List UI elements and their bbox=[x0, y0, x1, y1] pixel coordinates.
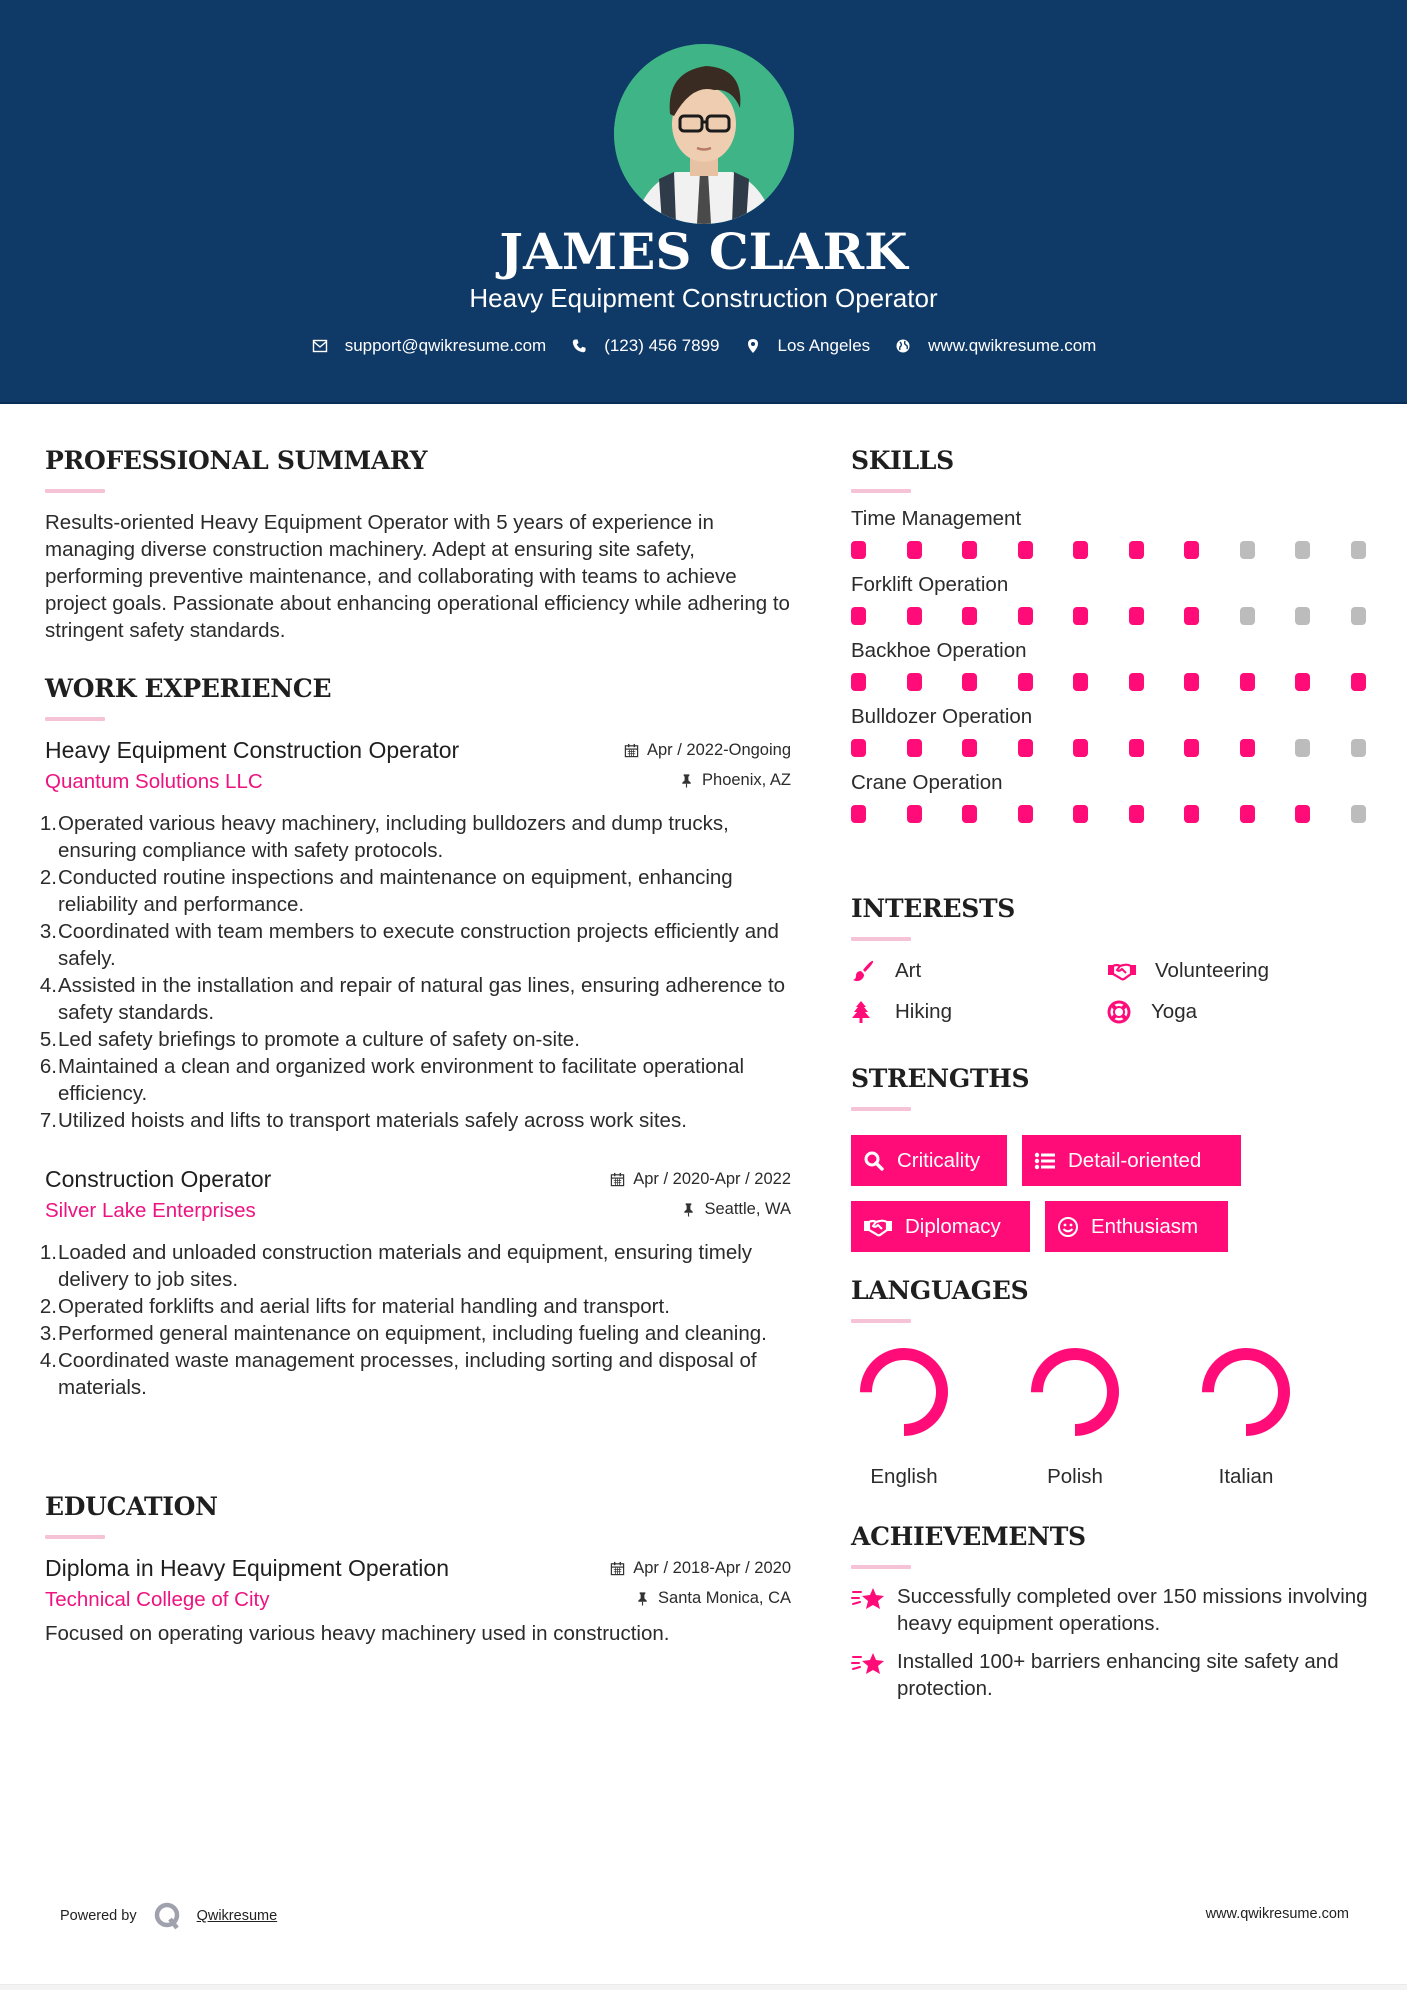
rating-dot-filled bbox=[1184, 739, 1199, 757]
rating-dot-filled bbox=[1240, 805, 1255, 823]
rating-dot-filled bbox=[962, 607, 977, 625]
rating-dot-filled bbox=[1184, 805, 1199, 823]
section-divider bbox=[45, 1535, 105, 1539]
rating-dot-empty bbox=[1240, 541, 1255, 559]
list-item: 7. Utilized hoists and lifts to transport materials safely across work sites. bbox=[39, 1109, 687, 1132]
section-title: ACHIEVEMENTS bbox=[851, 1522, 1086, 1551]
interest-item: Art bbox=[851, 959, 1107, 983]
language-progress-ring bbox=[859, 1347, 949, 1437]
language-name: English bbox=[870, 1465, 938, 1488]
rating-dot-filled bbox=[1184, 673, 1199, 691]
profile-photo bbox=[614, 44, 794, 224]
list-item: 2. Conducted routine inspections and maintenance on equipment, enhancing reliability and performance. bbox=[39, 866, 733, 916]
section-title: LANGUAGES bbox=[851, 1276, 1029, 1305]
section-title: INTERESTS bbox=[851, 894, 1016, 923]
rating-dot-filled bbox=[1018, 673, 1033, 691]
interest-item: Volunteering bbox=[1107, 959, 1357, 983]
job-bullets bbox=[39, 810, 791, 1134]
rating-dot-empty bbox=[1295, 739, 1310, 757]
education-date: Apr / 2018-Apr / 2020 bbox=[610, 1559, 791, 1578]
education-location: Santa Monica, CA bbox=[635, 1589, 791, 1608]
rating-dot-filled bbox=[1184, 541, 1199, 559]
job-entry bbox=[39, 737, 791, 1134]
list-item: 4. Assisted in the installation and repair of natural gas lines, ensuring adherence to safety standards. bbox=[39, 974, 786, 1024]
search-icon bbox=[863, 1150, 885, 1172]
job-location: Seattle, WA bbox=[681, 1200, 791, 1219]
rating-dot-filled bbox=[907, 541, 922, 559]
summary-section bbox=[45, 446, 791, 644]
section-title: SKILLS bbox=[851, 446, 954, 475]
skill-item bbox=[851, 573, 1371, 625]
pushpin-icon bbox=[681, 1202, 696, 1217]
rating-dot-filled bbox=[962, 805, 977, 823]
rating-dot-filled bbox=[1295, 805, 1310, 823]
rating-dot-filled bbox=[851, 673, 866, 691]
language-item bbox=[1022, 1347, 1193, 1489]
job-company: Quantum Solutions LLC bbox=[45, 770, 263, 793]
achievement-item: Successfully completed over 150 missions involving heavy equipment operations. bbox=[851, 1583, 1371, 1637]
skill-rating bbox=[851, 541, 1371, 559]
rating-dot-filled bbox=[1129, 541, 1144, 559]
skill-name: Backhoe Operation bbox=[851, 639, 1027, 662]
list-item: 1. Loaded and unloaded construction materials and equipment, ensuring timely delivery to job sites. bbox=[39, 1241, 753, 1291]
rating-dot-filled bbox=[851, 739, 866, 757]
skills-list bbox=[851, 507, 1371, 823]
language-item bbox=[1193, 1347, 1364, 1489]
section-divider bbox=[851, 937, 911, 941]
list-item: 2. Operated forklifts and aerial lifts for material handling and transport. bbox=[39, 1295, 670, 1318]
summary-text: Results-oriented Heavy Equipment Operator with 5 years of experience in managing diverse construction machinery. Adept at ensuring site safety, performing preventive maintenance, and collaborating with teams to achieve project goals. Passionate about enhancing operational efficiency while adhering to stringent safety standards. bbox=[45, 511, 790, 642]
skill-name: Crane Operation bbox=[851, 771, 1003, 794]
rating-dot-filled bbox=[907, 673, 922, 691]
rating-dot-filled bbox=[1073, 607, 1088, 625]
degree: Diploma in Heavy Equipment Operation bbox=[45, 1555, 449, 1581]
candidate-title: Heavy Equipment Construction Operator bbox=[469, 283, 938, 313]
phone-icon bbox=[570, 337, 588, 355]
rating-dot-filled bbox=[1295, 673, 1310, 691]
job-location: Phoenix, AZ bbox=[679, 771, 791, 790]
language-progress-ring bbox=[1030, 1347, 1120, 1437]
list-item: 4. Coordinated waste management processes, including sorting and disposal of materials. bbox=[39, 1349, 757, 1399]
education-section bbox=[45, 1492, 791, 1647]
handshake-icon bbox=[863, 1216, 893, 1238]
location-text: Los Angeles bbox=[777, 336, 871, 355]
list-icon bbox=[1034, 1150, 1056, 1172]
rating-dot-filled bbox=[1240, 739, 1255, 757]
smile-icon bbox=[1057, 1216, 1079, 1238]
strength-chip: Enthusiasm bbox=[1045, 1201, 1228, 1252]
shooting-star-icon bbox=[851, 1650, 887, 1678]
contact-phone[interactable] bbox=[570, 336, 719, 356]
rating-dot-filled bbox=[1018, 739, 1033, 757]
rating-dot-empty bbox=[1295, 607, 1310, 625]
job-company: Silver Lake Enterprises bbox=[45, 1199, 256, 1222]
interest-item: Hiking bbox=[851, 1000, 1107, 1024]
rating-dot-filled bbox=[907, 739, 922, 757]
rating-dot-filled bbox=[962, 673, 977, 691]
skills-section bbox=[851, 446, 1371, 823]
page-bottom-edge bbox=[0, 1984, 1407, 1990]
skill-item bbox=[851, 639, 1371, 691]
rating-dot-filled bbox=[1073, 739, 1088, 757]
pushpin-icon bbox=[679, 773, 694, 788]
section-divider bbox=[851, 489, 911, 493]
language-progress-ring bbox=[1201, 1347, 1291, 1437]
avatar bbox=[614, 44, 794, 224]
strength-chip: Criticality bbox=[851, 1135, 1007, 1186]
contact-website[interactable] bbox=[894, 336, 1096, 356]
skill-rating bbox=[851, 673, 1371, 691]
pushpin-icon bbox=[635, 1591, 650, 1606]
interests-list bbox=[851, 959, 1371, 1024]
skill-rating bbox=[851, 739, 1371, 757]
interest-item: Yoga bbox=[1107, 1000, 1357, 1024]
section-divider bbox=[851, 1565, 911, 1569]
rating-dot-empty bbox=[1351, 739, 1366, 757]
rating-dot-filled bbox=[851, 541, 866, 559]
rating-dot-empty bbox=[1295, 541, 1310, 559]
job-bullets bbox=[39, 1239, 791, 1401]
qwikresume-logo-icon bbox=[153, 1901, 183, 1931]
rating-dot-filled bbox=[1129, 673, 1144, 691]
skill-item bbox=[851, 705, 1371, 757]
list-item: 1. Operated various heavy machinery, including bulldozers and dump trucks, ensuring compliance with safety protocols. bbox=[39, 812, 729, 862]
list-item: 3. Performed general maintenance on equipment, including fueling and cleaning. bbox=[39, 1322, 767, 1345]
contact-bar bbox=[0, 336, 1407, 356]
candidate-name: JAMES CLARK bbox=[499, 222, 908, 281]
section-divider bbox=[45, 489, 105, 493]
strengths-list bbox=[851, 1135, 1371, 1252]
contact-location bbox=[744, 336, 871, 356]
strengths-section bbox=[851, 1064, 1371, 1252]
powered-by-label: Powered by bbox=[60, 1908, 137, 1924]
list-item: 3. Coordinated with team members to execute construction projects efficiently and safely. bbox=[39, 920, 779, 970]
strength-chip: Diplomacy bbox=[851, 1201, 1030, 1252]
footer-powered-by bbox=[60, 1901, 277, 1931]
contact-email[interactable] bbox=[311, 336, 547, 356]
strength-chip: Detail-oriented bbox=[1022, 1135, 1241, 1186]
rating-dot-filled bbox=[1129, 739, 1144, 757]
email-text: support@qwikresume.com bbox=[344, 336, 547, 355]
section-divider bbox=[45, 717, 105, 721]
rating-dot-filled bbox=[1018, 805, 1033, 823]
paintbrush-icon bbox=[851, 959, 877, 983]
rating-dot-filled bbox=[1073, 673, 1088, 691]
skill-item bbox=[851, 507, 1371, 559]
job-date: Apr / 2022-Ongoing bbox=[624, 741, 791, 760]
job-entry bbox=[39, 1166, 791, 1401]
rating-dot-filled bbox=[851, 607, 866, 625]
experience-section bbox=[39, 674, 791, 1399]
rating-dot-filled bbox=[1018, 607, 1033, 625]
school-name: Technical College of City bbox=[45, 1588, 270, 1611]
rating-dot-filled bbox=[851, 805, 866, 823]
skill-name: Time Management bbox=[851, 507, 1022, 530]
calendar-icon bbox=[610, 1561, 625, 1576]
footer-site[interactable]: www.qwikresume.com bbox=[1205, 1906, 1349, 1922]
envelope-icon bbox=[311, 337, 329, 355]
rating-dot-filled bbox=[1073, 541, 1088, 559]
language-name: Italian bbox=[1218, 1465, 1274, 1488]
skill-name: Forklift Operation bbox=[851, 573, 1009, 596]
list-item: 5. Led safety briefings to promote a culture of safety on-site. bbox=[39, 1028, 580, 1051]
skill-rating bbox=[851, 607, 1371, 625]
section-divider bbox=[851, 1107, 911, 1111]
section-title: PROFESSIONAL SUMMARY bbox=[45, 446, 428, 475]
website-text: www.qwikresume.com bbox=[928, 336, 1097, 355]
interests-section bbox=[851, 894, 1371, 1024]
tree-icon bbox=[851, 1000, 877, 1024]
rating-dot-filled bbox=[1073, 805, 1088, 823]
skill-name: Bulldozer Operation bbox=[851, 705, 1033, 728]
section-title: EDUCATION bbox=[45, 1492, 218, 1521]
section-title: STRENGTHS bbox=[851, 1064, 1030, 1093]
list-item: 6. Maintained a clean and organized work environment to facilitate operational efficiency. bbox=[39, 1055, 745, 1105]
rating-dot-filled bbox=[1129, 607, 1144, 625]
language-item bbox=[851, 1347, 1022, 1489]
rating-dot-filled bbox=[1018, 541, 1033, 559]
section-divider bbox=[851, 1319, 911, 1323]
language-name: Polish bbox=[1047, 1465, 1103, 1488]
job-date: Apr / 2020-Apr / 2022 bbox=[610, 1170, 791, 1189]
section-title: WORK EXPERIENCE bbox=[45, 674, 332, 703]
rating-dot-filled bbox=[1351, 673, 1366, 691]
skill-item bbox=[851, 771, 1371, 823]
languages-section bbox=[851, 1276, 1371, 1489]
phone-text: (123) 456 7899 bbox=[604, 336, 720, 355]
handshake-icon bbox=[1107, 959, 1137, 983]
rating-dot-filled bbox=[962, 541, 977, 559]
globe-icon bbox=[894, 337, 912, 355]
shooting-star-icon bbox=[851, 1585, 887, 1613]
rating-dot-filled bbox=[1240, 673, 1255, 691]
calendar-icon bbox=[624, 743, 639, 758]
achievements-section bbox=[851, 1522, 1371, 1702]
life-ring-icon bbox=[1107, 1000, 1133, 1024]
job-role: Construction Operator bbox=[45, 1166, 272, 1192]
rating-dot-empty bbox=[1351, 541, 1366, 559]
qwikresume-link[interactable]: Qwikresume bbox=[196, 1908, 278, 1924]
skill-rating bbox=[851, 805, 1371, 823]
rating-dot-empty bbox=[1351, 805, 1366, 823]
calendar-icon bbox=[610, 1172, 625, 1187]
rating-dot-empty bbox=[1351, 607, 1366, 625]
rating-dot-empty bbox=[1240, 607, 1255, 625]
achievement-item: Installed 100+ barriers enhancing site safety and protection. bbox=[851, 1648, 1371, 1702]
rating-dot-filled bbox=[907, 805, 922, 823]
rating-dot-filled bbox=[962, 739, 977, 757]
education-description: Focused on operating various heavy machinery used in construction. bbox=[45, 1622, 670, 1645]
rating-dot-filled bbox=[1184, 607, 1199, 625]
rating-dot-filled bbox=[1129, 805, 1144, 823]
map-marker-icon bbox=[744, 337, 762, 355]
resume-header bbox=[0, 0, 1407, 404]
rating-dot-filled bbox=[907, 607, 922, 625]
languages-list bbox=[851, 1347, 1371, 1489]
job-role: Heavy Equipment Construction Operator bbox=[45, 737, 460, 763]
